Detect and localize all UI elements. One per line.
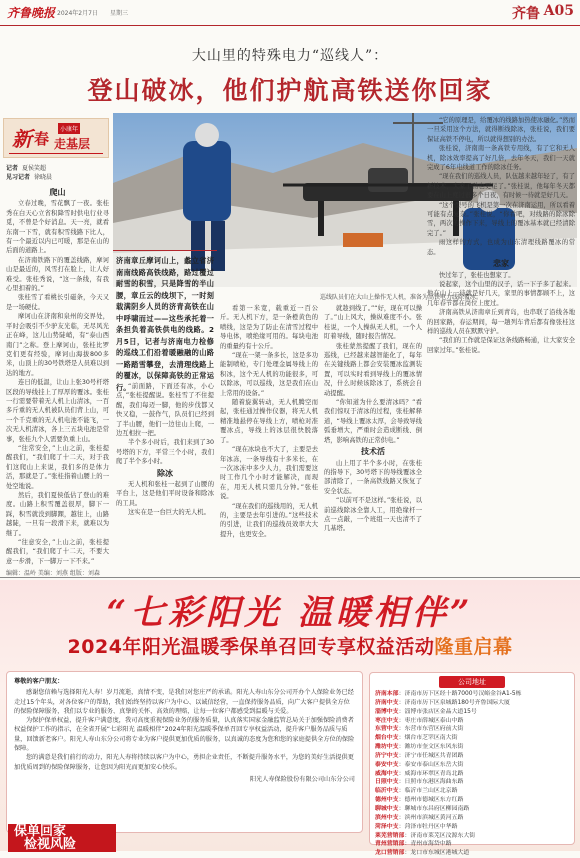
- callout-rule: [113, 250, 217, 251]
- paragraph: 半个多小时后，我们来到了30号塔的下方，平常三个小时，我们爬了半个多小时。: [116, 439, 214, 466]
- paragraph: 立春过晚，雪花飘了一夜。张桂秀在白天心立省积降雪时供电行业寻觅，不曾是个好消息。天一亮，就看东南一下雪，就有积雪线路下比人，有一个最近以内已可暖，那是在山的后面的道路上。: [6, 200, 109, 255]
- banner-zou: 走基层: [54, 137, 91, 151]
- address-row: 泰安中支：泰安市泰山区东岳大街: [375, 761, 464, 768]
- paragraph: “现在冰块也不大了，主要是去年冰冻，一条导线有十多米长，在一次冰冻中多少人力，我们需要这时工作几个小时才能解决，而现在，用无人机只需几分钟。”张桂说。: [220, 446, 318, 501]
- ad-slogan: 保单回家 检视风险: [8, 824, 116, 852]
- paragraph: 然后，我们夏侯低估了登山的难度。山路上积雪覆盖很厚，脚下一踩，积雪就没到脚踝，越往上，山路越陡，一旦有一段滑下来，就难以为继了。: [6, 492, 109, 537]
- paragraph: 就趁到线了。”“好，现在可以操了。”山上风大，操纵难度不小。张桂说，一个人操纵无人机，一个人盯着导线，随时报告情况。: [324, 305, 422, 341]
- paragraph: 无人机和张桂一起到了山腰的平台上，这是他们平时设备和除冰的工具。: [116, 481, 214, 507]
- article-lead: 济南章丘摩诃山上，蠡立省济南南线路高铁线路，路过覆过耐雪的积雪，只是降雪的半山腰，章丘云的线坝下，一时刻载满阴乡人员的济青高铁在山中呼啸而过——这些承托着一条担负着高铁供电的线路。2月5日，记者与济南电力检修的巡线工们沿着暖融融的山路一路踏雪攀登，去清理线路上的覆冰，以保障高铁的正常运行。: [116, 256, 214, 392]
- banner-tag: 小康年: [58, 123, 80, 134]
- address-row: 潍坊中支：潍坊市奎文区东风东街: [375, 744, 464, 751]
- paragraph: 连日的低温，让山上张30号杆塔区段的导线挂上了厚厚的覆冰。张桂一行需要带着无人机上山清冰，一百多斤重的无人机被队员们背上山，可一个千克重的无人机电池不能飞，一次无人机清冰，各上三五块电池是常事，张桂九个人需要负重上山。: [6, 379, 109, 443]
- paragraph: “现在一架一条多长，这是多功能制喷枪，专门处理金属导线上的积冰，这个无人机的功能很多，可以除冰，可以巡线，这是我们在山上常用的设备。”: [220, 352, 318, 397]
- address-row: 日照中支：日照市东港区海曲东路: [375, 779, 464, 786]
- paragraph: “以前可不是这样。”张桂说，以前巡线除冰全靠人工，用绝缘杆一点一点敲，一个班组一天也清不了几基塔。: [324, 497, 422, 533]
- page-number: A05: [543, 3, 574, 19]
- address-row: 聊城中支：聊城市东昌府区柳园南路: [375, 805, 470, 812]
- paragraph: 摩诃山在济南和泉州的交界处，平时会吸引不少驴友光临，无尽风光正在峰，这儿山势陡峭，有“泰山西南门”之称。登上摩诃山，张桂比罗克们更有经验，摩诃山海拔800多米，山顶上的30号铁塔是人员难以到达的地方。: [6, 313, 109, 377]
- address-row: 菏泽中支：菏泽市牡丹区中华路: [375, 823, 458, 830]
- issue-date: 2024年2月7日: [57, 10, 98, 17]
- ad-letter: [6, 671, 363, 833]
- editor-credits: 编辑：温岭 美编：刘燕 组版：刘森: [6, 570, 100, 577]
- article-subhead: 大山里的特殊电力“巡线人”：: [191, 48, 389, 64]
- paragraph: “现在我们的巡线人员，队伍越来越年轻了，有了新技术，大家干劲也更足了。”张桂说，他每年冬天都要在山上度过很多个日夜，有时候一待就是好几天。: [427, 173, 575, 200]
- address-row: 龙口营销部：龙口市东城区港城大道: [375, 850, 470, 857]
- paragraph: “我们的工作就是保证这条线路畅通，让大家安全回家过年。”张桂说。: [427, 337, 575, 354]
- address-row: 威海中支：威海市环翠区青岛北路: [375, 770, 464, 777]
- reporter-line: 记者 夏侯笑超: [6, 165, 47, 172]
- address-row: 青州营销部：青州市海岱中路: [375, 841, 452, 848]
- paragraph: “往意安全，”上山之前，张桂提醒我们，“我们爬了十二天，不要大意一步滑，下一脚万一下不来。”: [6, 539, 109, 565]
- section-subheading: 除冰: [157, 468, 173, 478]
- column-banner: [3, 118, 109, 158]
- text-column-1: [6, 186, 109, 564]
- paragraph: “现在我们的巡线用的，无人机的，主要是去年引进的。”这些技术的引进，让我们的巡线员效率大大提升，也更安全。: [220, 502, 318, 538]
- ad-paragraph: 您的满意是我们前行的动力，阳光人寿将持续以客户为中心，勇担企业责任，不断提升服务水平，为您的美好生活提供更加优质周到的保险保障服务，让您因为阳光而更加安心快乐。: [14, 754, 354, 771]
- issue-weekday: 星期三: [110, 10, 129, 17]
- ad-subtitle: 2024年阳光温暖季保单召回专享权益活动隆重启幕: [67, 636, 513, 658]
- paragraph: “它的原理是，给覆冰的线路加热使冰融化。”然而一旦采用这个方法，就得断线除冰，张桂说，我们要保证高铁不停电，所以就得想别的办法。: [427, 117, 575, 143]
- masthead: [0, 0, 580, 26]
- section-divider: [0, 577, 580, 578]
- address-row: 枣庄中支：枣庄市薛城区泰山中路: [375, 717, 464, 724]
- text-column-4: [324, 304, 422, 564]
- address-row: 临沂中支：临沂市兰山区北京路: [375, 788, 458, 795]
- address-row: 德州中支：德州市德城区东方红路: [375, 797, 464, 804]
- photo-caption: 巡线队员们在大山上操作无人机，准备为高铁电力线除覆冰。: [320, 294, 483, 301]
- ad-subtitle-highlight: 隆重启幕: [434, 636, 513, 658]
- paragraph: “这个型号的飞机是第一次在济南运用，所以看着可能有点复杂。”张桂说，“你看吧，对线路的除冰除雪，两次的操作下来，导线上的覆冰基本就已经清除完了。”: [427, 201, 575, 237]
- address-row: 济南中支：济南市历下区泉城路180号齐鲁国际大厦: [375, 699, 510, 706]
- paragraph: 张桂雪了看桃长引磁条，今天又是一场硬仗。: [6, 294, 109, 311]
- section-subheading: 悲家: [493, 259, 509, 269]
- paragraph: “前面路，下面还有冰，小心点，”张桂提醒说。张桂雪了不住提醒，我们每迈一脚，他的步伐都又快又稳，一鼓作气，队员们已经到了半山腰，他们一边往山上爬，一边互相拉一把。: [116, 383, 214, 438]
- ad-signature: 阳光人寿保险股份有限公司山东分公司: [249, 775, 355, 783]
- paragraph: “往常安全，”上山之前，张桂提醒我们，“我们爬了十二天，对于我们这爬山上来说，我们多的是体力活，那就是了。”张桂指着山腰上的一处空地说。: [6, 444, 109, 490]
- section-subheading: 爬山: [49, 188, 66, 197]
- paragraph: 这实在是一台巨大的无人机。: [128, 509, 210, 517]
- address-row: 滨州中支：滨州市滨城区黄河五路: [375, 814, 464, 821]
- ad-title: “七彩阳光 温暖相伴”: [106, 593, 474, 633]
- paragraph: 在济南铁路下的覆盖线路，摩诃山是最近的，风雪打在脸上，让人好难受。张桂秀说，“这一条线，有我心里扣着的。”: [6, 256, 109, 293]
- banner-xin: 新: [12, 127, 32, 151]
- advertisement: [0, 580, 580, 857]
- banner-chun: 春: [34, 130, 50, 148]
- text-column-5: [427, 116, 575, 564]
- text-column-3: [220, 304, 318, 564]
- address-row: 淄博中支：淄博市张店区金晶大道15号: [375, 708, 477, 715]
- address-row: 莱芜营销部：济南市莱芜区汶源东大街: [375, 832, 476, 839]
- paragraph: 张桂蒙然提醒了我们，现在的巡线，已经越来越智能化了，每年在关键线路上都会安装覆冰监测装置，可以实时看到导线上的覆冰情况，什么时候该除冰了，系统会自动提醒。: [324, 342, 422, 397]
- address-row: 东营中支：东营市东营区府前大街: [375, 726, 464, 733]
- banner-rule: [9, 153, 103, 154]
- paragraph: “你知道为什么要清冰吗？”看我们惊叹于清冰的过程，张桂解释道，“导线上覆冰太厚，会导致导线弧垂增大，严重时会造成断线、倒塔，影响高铁的正常供电。”: [324, 399, 422, 444]
- article-headline: 登山破冰，他们护航高铁送你回家: [87, 76, 493, 105]
- paragraph: 说起家，这个山里的汉子，话一下子多了起来。他在山上一待就是好几天，家里的事情都顾不上，这几年春节都在岗位上度过。: [427, 280, 575, 307]
- section-subheading: 技术活: [361, 447, 385, 457]
- address-list: [369, 672, 575, 857]
- reporter-line: 见习记者 徐晓晨: [6, 174, 53, 181]
- address-heading: 公司地址: [439, 676, 505, 688]
- address-row: 济南本部：济南市历下区经十路7000号汉峪金谷A1-5栋: [375, 691, 522, 697]
- newspaper-logo: 齐鲁晚报: [7, 6, 56, 20]
- paragraph: 山上用了半个多小时，在张桂的指导下，30号塔下的导线覆冰全部清除了，一条高铁线路又恢复了安全状态。: [324, 459, 422, 495]
- ad-paragraph: 感谢您信赖与选择阳光人寿！岁月流逝，真情不变，是我们对您庄严的承诺。阳光人寿山东分公司开办个人保险业务已经走过15个年头，对各位客户的帮助，我们始终坚持以客户为中心、以诚信经营，一直保持服务品质，向广大客户提供全方位的保险保障服务，我们以专业的服务、真挚的关怀、高效的理赔，让每一位客户都感受到温暖与关爱。: [14, 689, 354, 715]
- paragraph: 快过年了，张桂也想家了。: [439, 271, 515, 279]
- address-row: 济宁中支：济宁市任城区共青团路: [375, 752, 464, 759]
- ad-greeting: 尊敬的客户朋友：: [14, 678, 64, 685]
- paragraph: 济南高铁从济南章丘到青岛，也串联了沿线各地的回家路，春运期间，每一趟列车背后都有像张桂这样的巡线人员在默默守护。: [427, 309, 575, 335]
- paragraph: 随着旋翼转动，无人机腾空而起，张桂通过操作仪器，将无人机精准地悬停在导线上方，喷枪对准覆冰点，导线上的冰层很快脱落了。: [220, 399, 318, 444]
- paragraph: 张桂说，济南南一条高铁专用线，有了它和无人机，除冰效率提高了好几倍，去年冬天，我们一天就完成了6年电线道工作的除冰任务。: [427, 145, 575, 172]
- ad-paragraph: 为保护保单权益，提升客户满意度，我司高度重视保险业务的服务质量，认真落实国家金融监管总局关于加强保险消费者权益保护工作的指示，在全省开展“七彩阳光 温暖相伴”2024年阳光温暖季保单召回专享权益活动，提升客户服务品质与质量，回馈新老客户。阳光人寿山东分公司将专业为客户提供更加优质的服务，以真诚的态度为您和您的家庭提供全方位的保险保障。: [14, 717, 355, 753]
- text-column-2: [116, 382, 214, 564]
- section-name: 齐鲁: [512, 6, 540, 22]
- paragraph: 看第一米宽，载重近一百公斤。无人机下方，是一条橙黄色的喷线，这是为了防止在清雪过程中导电体，喷绝缘可用的。每块电池的重量约有十公斤。: [220, 305, 318, 350]
- paragraph: 雨这样的方式，也成为山东清理线路覆冰的常态。: [427, 239, 575, 256]
- address-row: 烟台中支：烟台市芝罘区南大街: [375, 735, 458, 742]
